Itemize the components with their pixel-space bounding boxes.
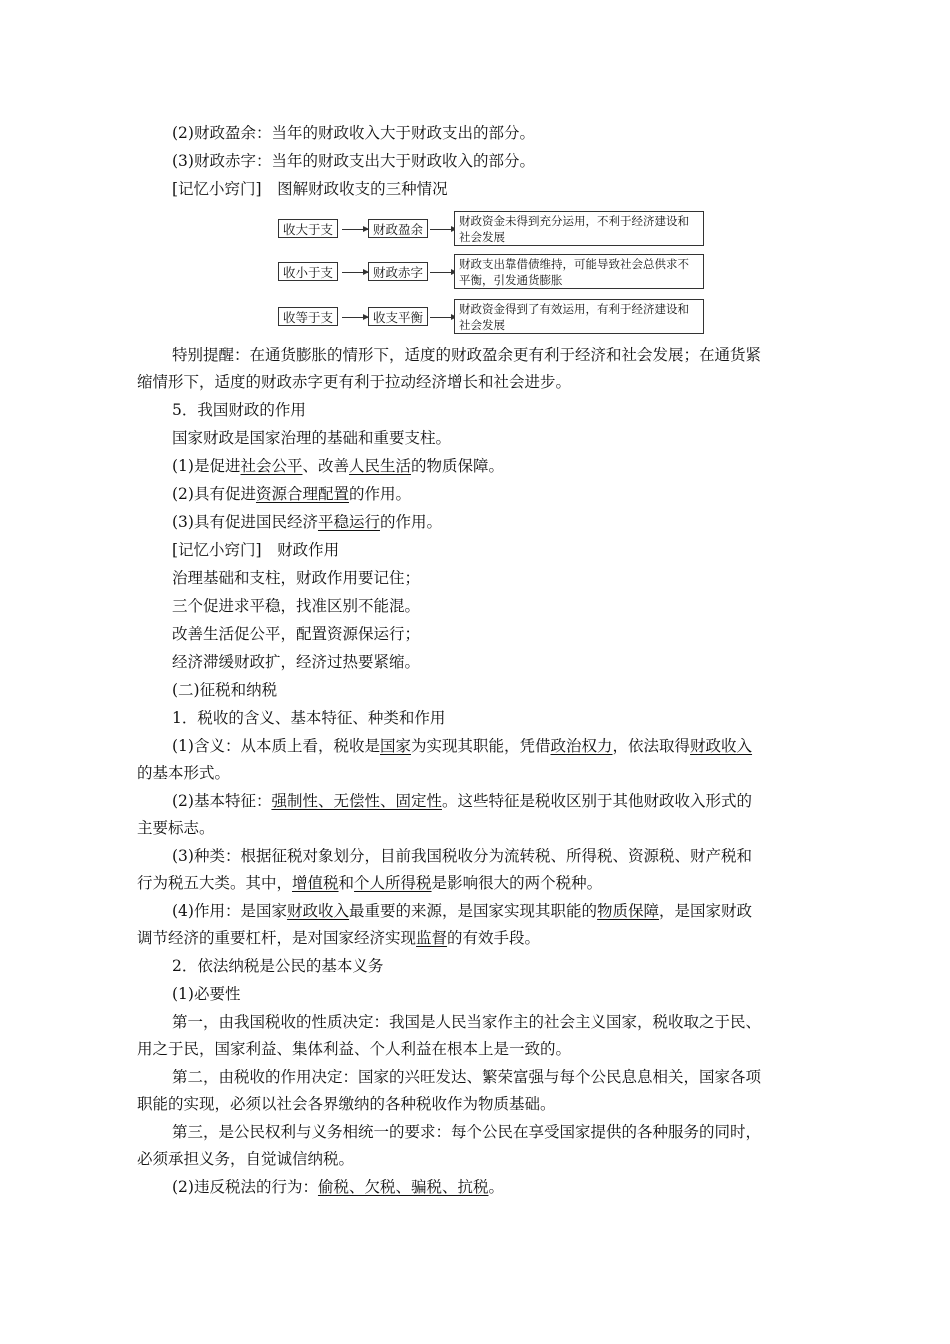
text-line: 经济滞缓财政扩，经济过热要紧缩。 (172, 653, 421, 671)
text-line: (2)财政盈余：当年的财政收入大于财政支出的部分。 (172, 124, 535, 142)
arrow-icon (430, 317, 456, 318)
diagram-result-box: 财政盈余 (368, 219, 428, 238)
text-line: 调节经济的重要杠杆，是对国家经济实现监督的有效手段。 (137, 929, 541, 947)
text-line: (1)是促进社会公平、改善人民生活的物质保障。 (172, 457, 505, 475)
section-heading: 5．我国财政的作用 (172, 401, 306, 419)
text-line: 改善生活促公平，配置资源保运行； (172, 625, 421, 643)
section-heading: 1．税收的含义、基本特征、种类和作用 (172, 709, 446, 727)
diagram-effect-box: 财政资金得到了有效运用，有利于经济建设和社会发展 (454, 299, 704, 334)
text-line: 的基本形式。 (137, 764, 231, 782)
diagram-result-box: 收支平衡 (368, 307, 428, 326)
arrow-icon (430, 272, 456, 273)
text-line: 第一，由我国税收的性质决定：我国是人民当家作主的社会主义国家，税收取之于民、 (172, 1013, 762, 1031)
text-line: 第二，由税收的作用决定：国家的兴旺发达、繁荣富强与每个公民息息相关，国家各项 (172, 1068, 762, 1086)
diagram-cause-box: 收小于支 (278, 262, 338, 281)
arrow-icon (342, 272, 368, 273)
text-line: 职能的实现，必须以社会各界缴纳的各种税收作为物质基础。 (137, 1095, 556, 1113)
text-line: (1)含义：从本质上看，税收是国家为实现其职能，凭借政治权力，依法取得财政收入 (172, 737, 753, 755)
text-line: (3)财政赤字：当年的财政支出大于财政收入的部分。 (172, 152, 535, 170)
text-line: 治理基础和支柱，财政作用要记住； (172, 569, 421, 587)
text-line: (3)种类：根据征税对象划分，目前我国税收分为流转税、所得税、资源税、财产税和 (172, 847, 752, 865)
text-line: (2)具有促进资源合理配置的作用。 (172, 485, 411, 503)
section-heading: (二)征税和纳税 (172, 681, 278, 699)
text-line: 行为税五大类。其中，增值税和个人所得税是影响很大的两个税种。 (137, 874, 603, 892)
diagram-cause-box: 收大于支 (278, 219, 338, 238)
diagram-cause-box: 收等于支 (278, 307, 338, 326)
diagram-effect-box: 财政资金未得到充分运用，不利于经济建设和社会发展 (454, 211, 704, 246)
text-line: (3)具有促进国民经济平稳运行的作用。 (172, 513, 442, 531)
text-line: (4)作用：是国家财政收入最重要的来源，是国家实现其职能的物质保障，是国家财政 (172, 902, 753, 920)
diagram-effect-box: 财政支出靠借债维持，可能导致社会总供求不平衡，引发通货膨胀 (454, 254, 704, 289)
text-line: 缩情形下，适度的财政赤字更有利于拉动经济增长和社会进步。 (137, 373, 572, 391)
text-line: 三个促进求平稳，找准区别不能混。 (172, 597, 421, 615)
text-line: (2)基本特征：强制性、无偿性、固定性。这些特征是税收区别于其他财政收入形式的 (172, 792, 752, 810)
text-line: 第三，是公民权利与义务相统一的要求：每个公民在享受国家提供的各种服务的同时， (172, 1123, 762, 1141)
text-line: (2)违反税法的行为：偷税、欠税、骗税、抗税。 (172, 1178, 504, 1196)
text-line: 主要标志。 (137, 819, 215, 837)
text-line: 特别提醒：在通货膨胀的情形下，适度的财政盈余更有利于经济和社会发展；在通货紧 (172, 346, 762, 364)
text-line: 必须承担义务，自觉诚信纳税。 (137, 1150, 355, 1168)
diagram-result-box: 财政赤字 (368, 262, 428, 281)
text-line: [记忆小窍门] 财政作用 (172, 541, 340, 559)
text-line: 用之于民，国家利益、集体利益、个人利益在根本上是一致的。 (137, 1040, 572, 1058)
text-line: [记忆小窍门] 图解财政收支的三种情况 (172, 180, 448, 198)
text-line: 国家财政是国家治理的基础和重要支柱。 (172, 429, 452, 447)
arrow-icon (342, 229, 368, 230)
arrow-icon (430, 229, 456, 230)
text-line: (1)必要性 (172, 985, 241, 1003)
fiscal-balance-diagram (278, 207, 708, 339)
arrow-icon (342, 317, 368, 318)
section-heading: 2．依法纳税是公民的基本义务 (172, 957, 384, 975)
